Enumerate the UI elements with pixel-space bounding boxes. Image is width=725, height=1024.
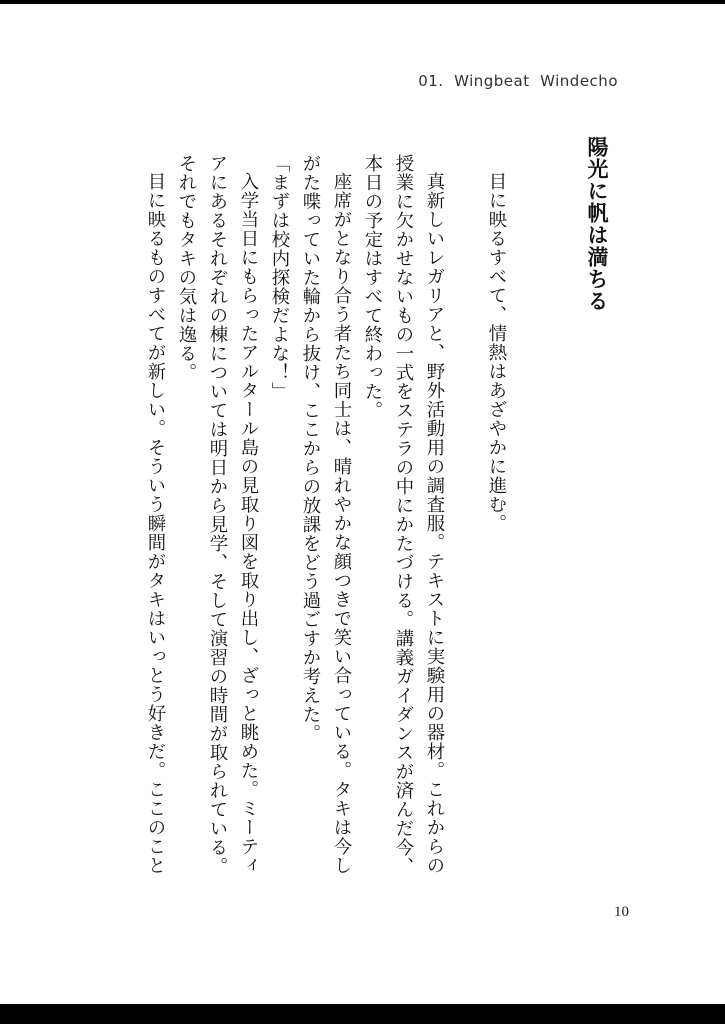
book-page (0, 4, 725, 1004)
body-text (140, 154, 512, 894)
paragraph: 座席がとなり合う者たち同士は、晴れやかな顔つきで笑い合っている。タキは今しがた喋っていた輪から抜け、ここからの放課をどう過ごすか考えた。 (300, 154, 352, 876)
paragraph: 目に映るものすべてが新しい。そういう瞬間がタキはいっとう好きだ。ここのこと (145, 172, 166, 876)
paragraph: 入学当日にもらったアルタール島の見取り図を取り出し、ざっと眺めた。ミーティアにあるそれぞれの棟については明日から見学、そして演習の時間が取られている。それでもタキの気は逸る。 (176, 154, 259, 876)
paragraph-lead: 目に映るすべて、情熱はあざやかに進む。 (486, 172, 507, 534)
running-header: 01. Wingbeat Windecho (418, 72, 618, 90)
page-number: 10 (614, 904, 629, 920)
chapter-title: 陽光に帆は満ちる (585, 136, 610, 312)
dialogue-line: 「まずは校内探検だよな！」 (269, 154, 290, 401)
paragraph: 真新しいレガリアと、野外活動用の調査服。テキストに実験用の器材。これからの授業に欠かせないもの一式をステラの中にかたづける。講義ガイダンスが済んだ今、本日の予定はすべて終わった。 (362, 154, 445, 876)
